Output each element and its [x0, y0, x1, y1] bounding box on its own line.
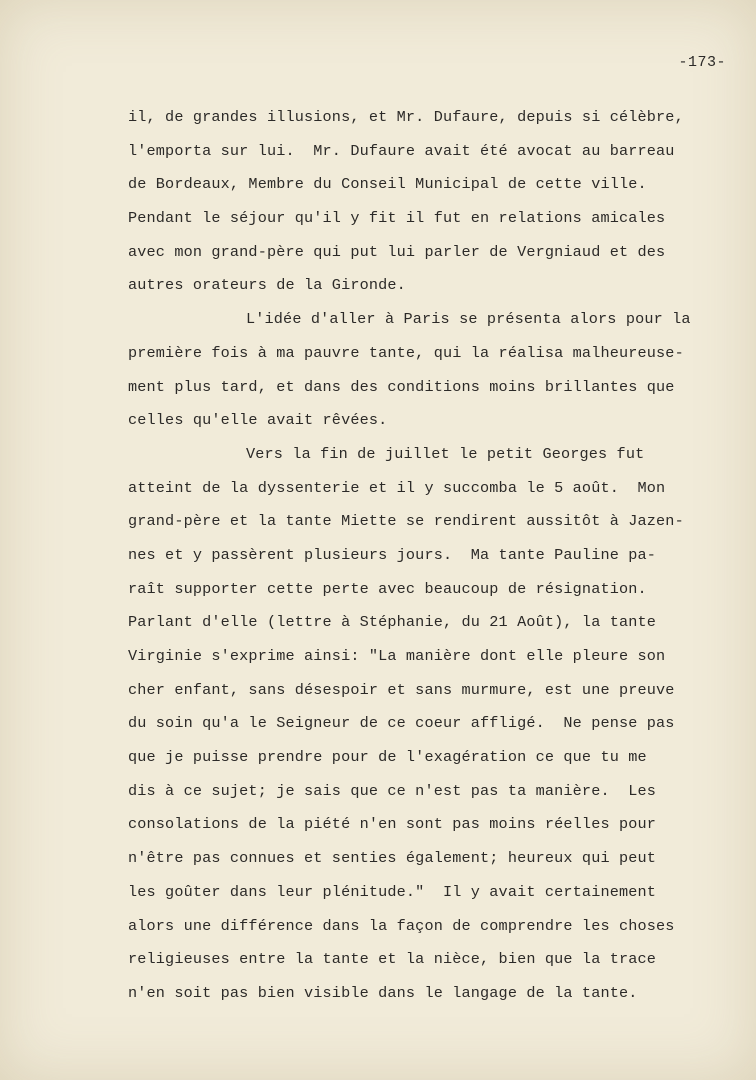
text-line: première fois à ma pauvre tante, qui la réalisa malheureuse-	[128, 343, 684, 362]
text-line: consolations de la piété n'en sont pas moins réelles pour	[128, 815, 657, 834]
text-line: Parlant d'elle (lettre à Stéphanie, du 21 Août), la tante	[128, 613, 657, 632]
text-line: cher enfant, sans désespoir et sans murmure, est une preuve	[128, 680, 675, 699]
body-text	[128, 101, 738, 1011]
text-line: de Bordeaux, Membre du Conseil Municipal de cette ville.	[128, 175, 647, 194]
text-line: Vers la fin de juillet le petit Georges fut	[246, 444, 645, 463]
text-line: alors une différence dans la façon de comprendre les choses	[128, 916, 675, 935]
text-line: L'idée d'aller à Paris se présenta alors pour la	[246, 310, 691, 329]
text-line: Virginie s'exprime ainsi: "La manière dont elle pleure son	[128, 647, 666, 665]
text-line: grand-père et la tante Miette se rendirent aussitôt à Jazen-	[128, 512, 684, 531]
page-number: -173-	[678, 54, 726, 71]
text-line: atteint de la dyssenterie et il y succomba le 5 août. Mon	[128, 478, 666, 497]
text-line: raît supporter cette perte avec beaucoup de résignation.	[128, 579, 647, 598]
text-line: n'être pas connues et senties également; heureux qui peut	[128, 849, 657, 868]
text-line: autres orateurs de la Gironde.	[128, 276, 406, 295]
text-line: du soin qu'a le Seigneur de ce coeur affligé. Ne pense pas	[128, 714, 675, 733]
text-line: nes et y passèrent plusieurs jours. Ma tante Pauline pa-	[128, 545, 657, 564]
text-line: religieuses entre la tante et la nièce, bien que la trace	[128, 950, 657, 969]
text-line: il, de grandes illusions, et Mr. Dufaure, depuis si célèbre,	[128, 108, 684, 126]
text-line: ment plus tard, et dans des conditions moins brillantes que	[128, 377, 675, 396]
text-line: l'emporta sur lui. Mr. Dufaure avait été avocat au barreau	[128, 141, 675, 160]
text-line: dis à ce sujet; je sais que ce n'est pas ta manière. Les	[128, 781, 657, 800]
text-line: les goûter dans leur plénitude." Il y avait certainement	[128, 882, 657, 901]
text-line: que je puisse prendre pour de l'exagération ce que tu me	[128, 748, 647, 767]
text-line: n'en soit pas bien visible dans le langage de la tante.	[128, 983, 638, 1002]
text-line: celles qu'elle avait rêvées.	[128, 411, 388, 430]
text-line: avec mon grand-père qui put lui parler de Vergniaud et des	[128, 242, 666, 261]
text-line: Pendant le séjour qu'il y fit il fut en relations amicales	[128, 209, 666, 228]
